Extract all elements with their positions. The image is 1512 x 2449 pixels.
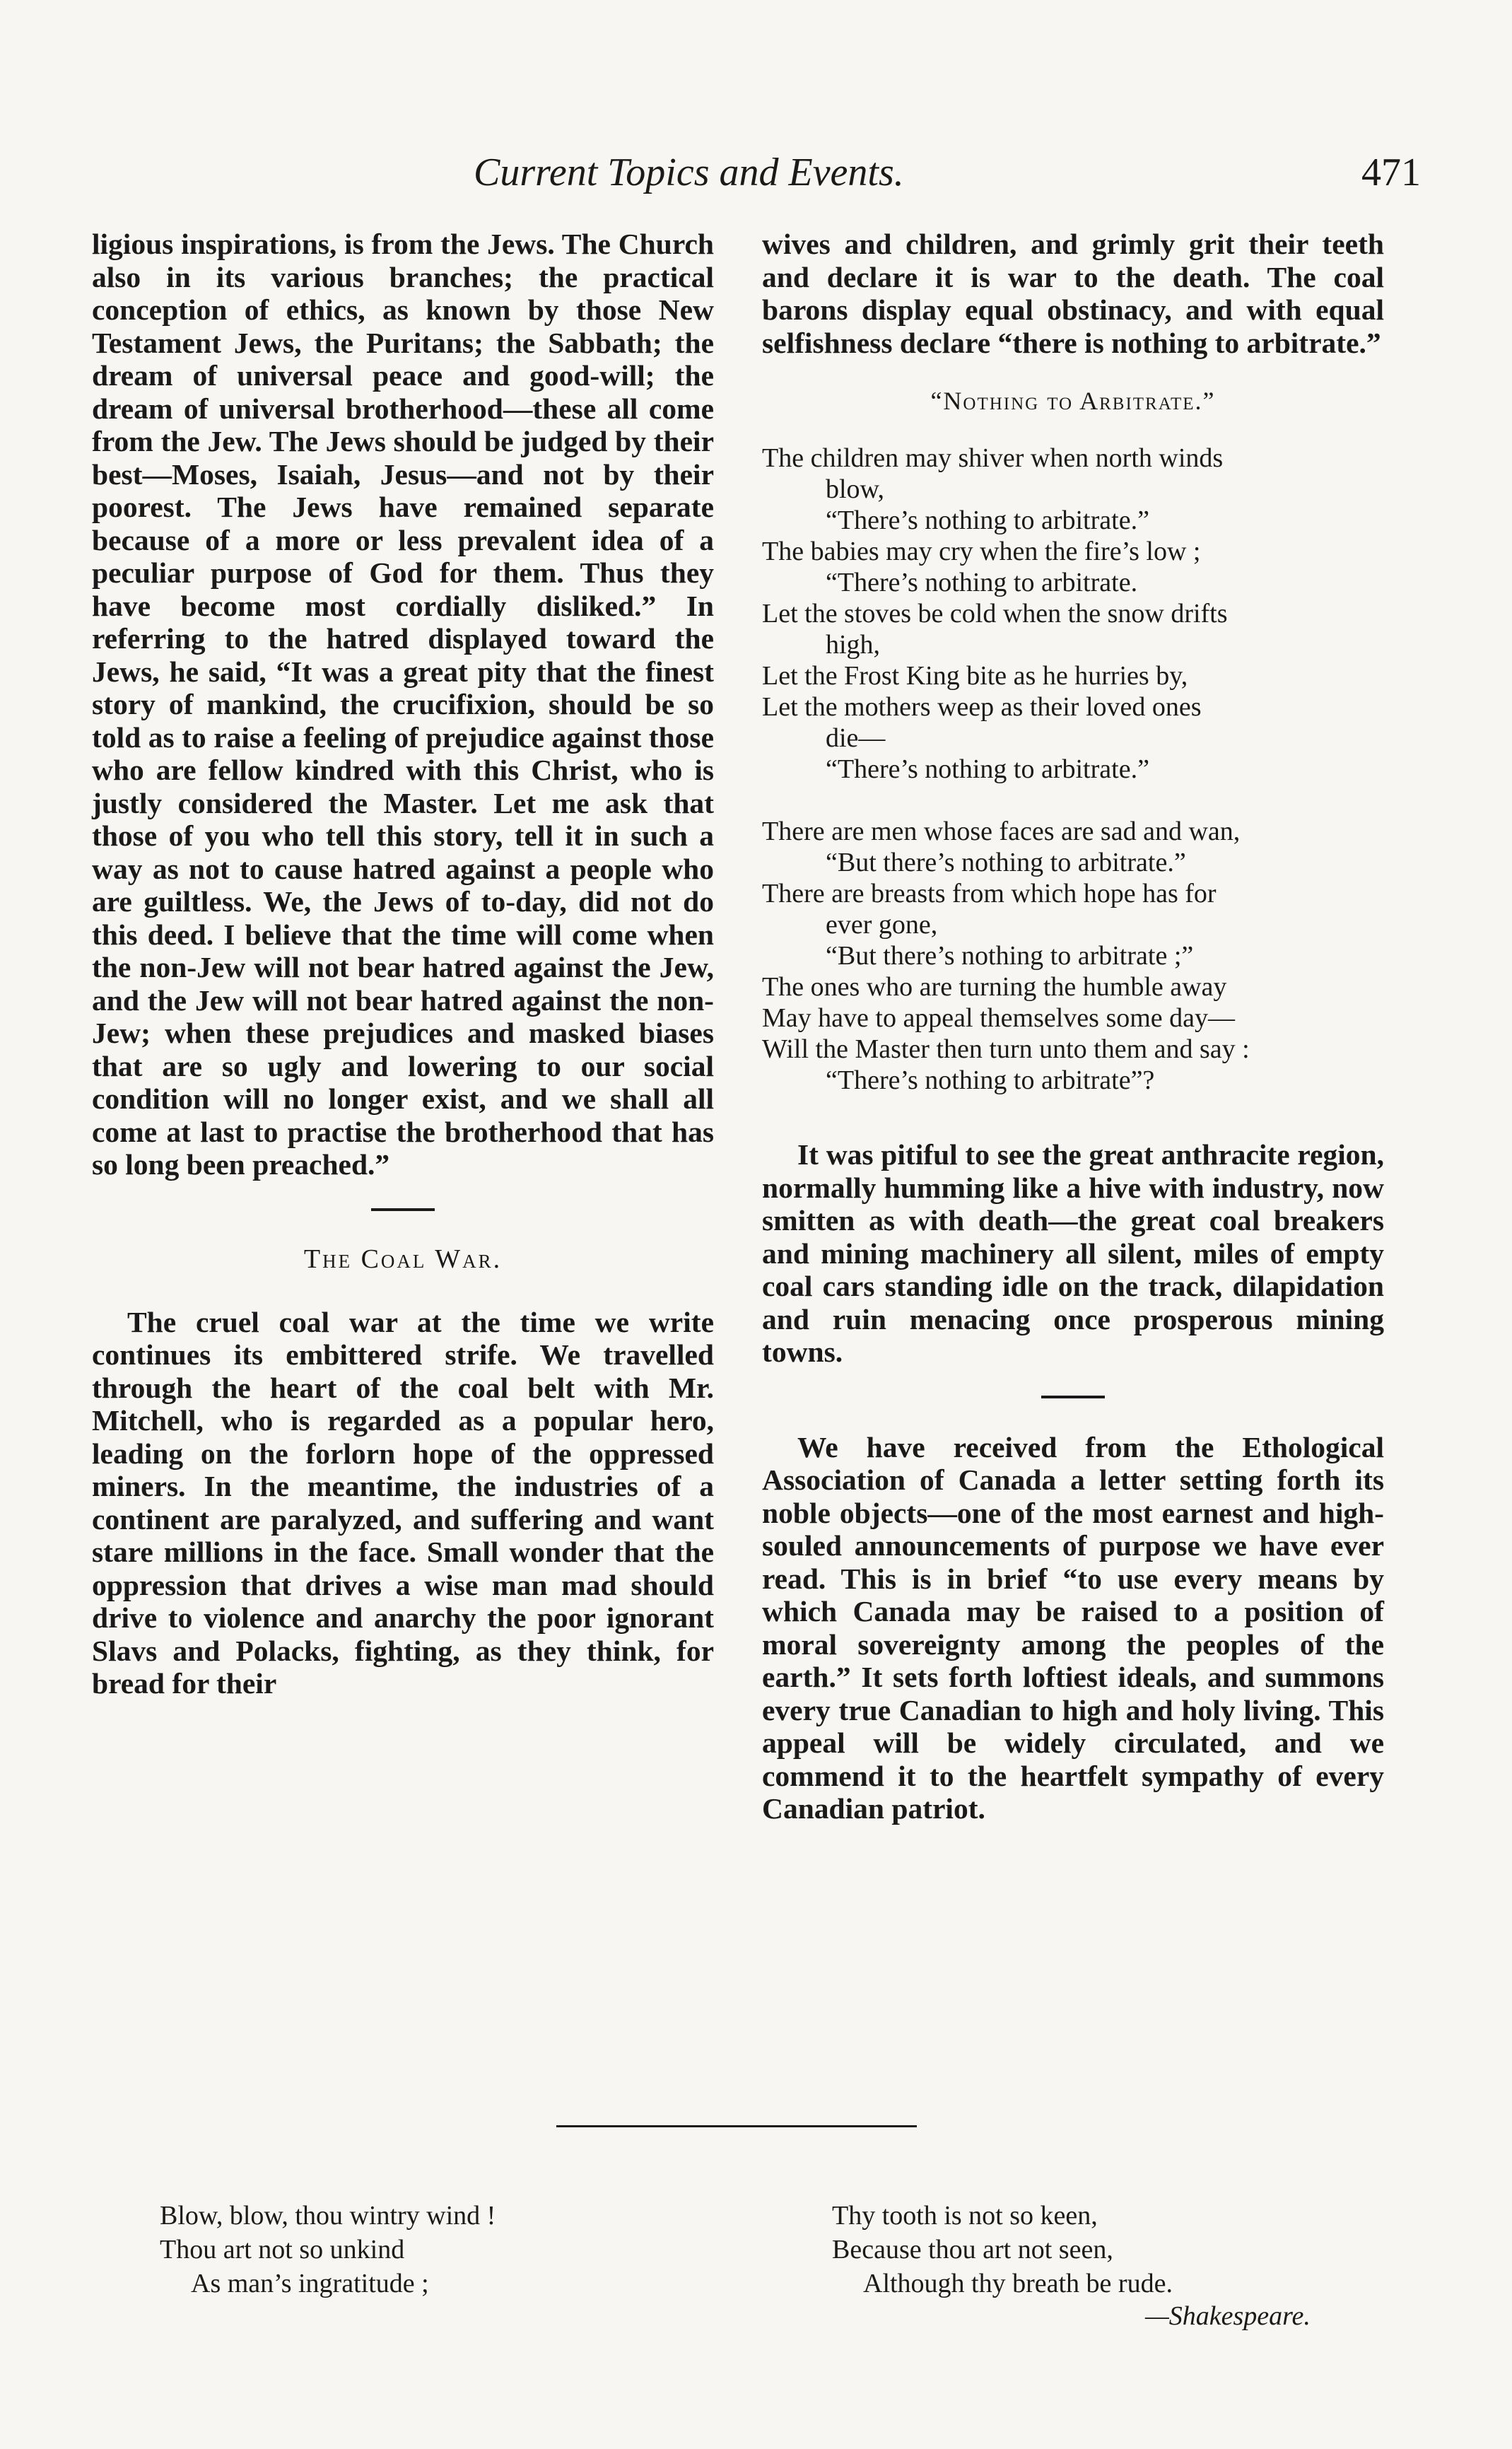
jews-paragraph-continued: ligious inspirations, is from the Jews. The Church also in its various branches; the practical conception of ethics, as known by those New Testament Jews, the Puritans; the Sabbath; the dream of universal peace and good-will; the dream of universal brotherhood—these all come from the Jew. The Jews should be judged by their best—Moses, Isaiah, Jesus—and not by their poorest. The Jews have remained separate because of a more or less prevalent idea of a peculiar purpose of God for them. Thus they have become most cordially disliked.” In referring to the hatred displayed toward the Jews, he said, “It was a great pity that the finest story of mankind, the crucifixion, should be so told as to raise a feeling of prejudice against those who are fellow kindred with this Christ, who is justly considered the Master. Let me ask that those of you who tell this story, tell it in such a way as not to cause hatred against a people who are guiltless. We, the Jews of to-day, did not do this deed. I believe that the time will come when the non-Jew will not bear hatred against the Jew, and the Jew will not bear hatred against the non-Jew; when these prejudices and masked biases that are so ugly and lowering to our social condition will no longer exist, and we shall all come at last to practise the brotherhood that has so long been preached.” [92, 228, 714, 1181]
section-divider [1041, 1396, 1105, 1398]
closing-verse-left [160, 2199, 496, 2301]
poem-line: The ones who are turning the humble away [762, 972, 1227, 1002]
poem-line: The children may shiver when north winds [762, 443, 1224, 473]
coal-war-paragraph: The cruel coal war at the time we write continues its embittered strife. We travelled through the heart of the coal belt with Mr. Mitchell, who is regarded as a popular hero, leading on the forlorn hope of the oppressed miners. In the meantime, the industries of a continent are paralyzed, and suffering and want stare millions in the face. Small wonder that the oppression that drives a wise man mad should drive to violence and anarchy the poor ignorant Slavs and Polacks, fighting, as they think, for bread for their [92, 1305, 714, 1700]
poem-stanza-1 [762, 443, 1384, 785]
closing-verse-right [832, 2199, 1173, 2301]
poem-stanza-2 [762, 816, 1384, 1096]
poem-line: “But there’s nothing to arbitrate ;” [826, 941, 1194, 971]
closing-rule [556, 2125, 917, 2127]
poem-line: “But there’s nothing to arbitrate.” [826, 848, 1186, 877]
page-header [92, 150, 1421, 206]
poem-line: There are men whose faces are sad and wan, [762, 817, 1241, 846]
section-divider [371, 1208, 435, 1211]
page-number: 471 [1361, 151, 1421, 194]
verse-line: Blow, blow, thou wintry wind ! [160, 2201, 496, 2231]
poem-line: “There’s nothing to arbitrate”? [826, 1065, 1155, 1095]
running-title: Current Topics and Events. [474, 151, 904, 194]
poem-line: high, [826, 630, 881, 660]
poem-line: Let the Frost King bite as he hurries by, [762, 661, 1188, 691]
poem-line: There are breasts from which hope has for [762, 879, 1217, 908]
poem-line: Let the mothers weep as their loved ones [762, 692, 1202, 722]
left-column [92, 228, 714, 1700]
verse-line: Although thy breath be rude. [863, 2269, 1173, 2298]
poem-line: Will the Master then turn unto them and say : [762, 1034, 1250, 1064]
poem-line: The babies may cry when the fire’s low ; [762, 537, 1201, 566]
poem-line: blow, [826, 474, 885, 504]
poem-line: “There’s nothing to arbitrate.” [826, 754, 1149, 784]
ethological-paragraph: We have received from the Ethological Association of Canada a letter setting forth its noble objects—one of the most earnest and high-souled announcements of purpose we have ever read. This is in brief “to use every means by which Canada may be raised to a position of moral sovereignty among the peoples of the earth.” It sets forth loftiest ideals, and summons every true Canadian to high and holy living. This appeal will be widely circulated, and we commend it to the heartfelt sympathy of every Canadian patriot. [762, 1430, 1384, 1825]
verse-line: As man’s ingratitude ; [191, 2269, 429, 2298]
verse-line: Because thou art not seen, [832, 2235, 1113, 2264]
coal-war-heading: The Coal War. [303, 1244, 503, 1274]
poem-line: “There’s nothing to arbitrate. [826, 568, 1138, 597]
poem-line: die— [826, 723, 886, 753]
poem-title: “Nothing to Arbitrate.” [930, 387, 1216, 415]
verse-line: Thy tooth is not so keen, [832, 2201, 1098, 2231]
poem-line: May have to appeal themselves some day— [762, 1003, 1236, 1033]
right-column [762, 228, 1384, 1825]
poem-line: Let the stoves be cold when the snow drifts [762, 599, 1228, 629]
verse-line: Thou art not so unkind [160, 2235, 405, 2264]
verse-attribution: —Shakespeare. [1145, 2301, 1311, 2331]
poem-line: ever gone, [826, 910, 938, 940]
poem-line: “There’s nothing to arbitrate.” [826, 505, 1149, 535]
coal-war-paragraph-continued: wives and children, and grimly grit their teeth and declare it is war to the death. The coal barons display equal obstinacy, and with equal selfishness declare “there is nothing to arbitrate.” [762, 228, 1384, 359]
anthracite-paragraph: It was pitiful to see the great anthracite region, normally humming like a hive with industry, now smitten as with death—the great coal breakers and mining machinery all silent, miles of empty coal cars standing idle on the track, dilapidation and ruin menacing once prosperous mining towns. [762, 1138, 1384, 1368]
